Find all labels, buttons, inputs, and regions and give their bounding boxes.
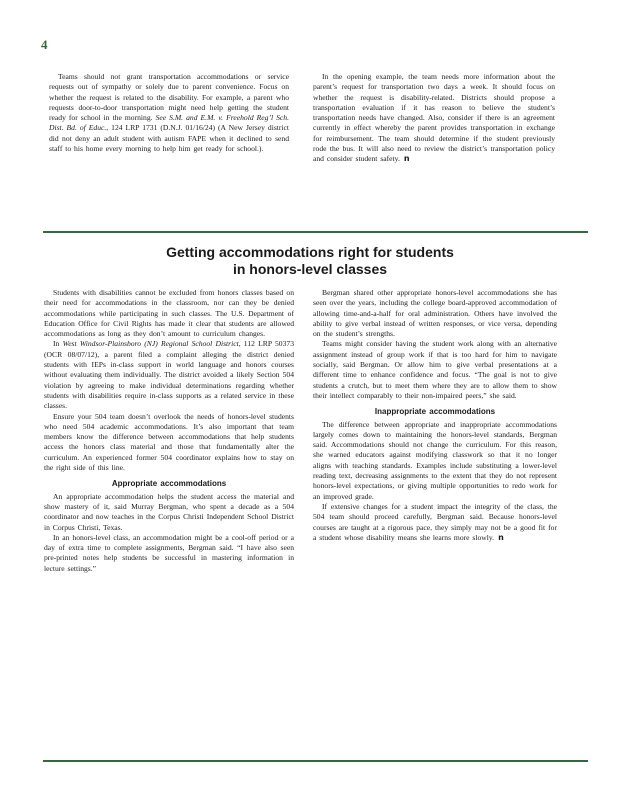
citation-tail: , 124 LRP 1731 (D.N.J. 01/16/24) (A New Jersey district did not deny an adult student with autism FAPE when it declined to send staff to his home every morning to help him get ready for school.).	[49, 123, 289, 154]
paragraph-lead: In	[53, 339, 60, 349]
subheading-appropriate: Appropriate accommodations	[111, 479, 227, 489]
paragraph: Teams might consider having the student work along with an alternative assignment instead of group work if that is too hard for him to navigate socially, said Bergman. Or allow him to give verbal presentations at a different time to enhance confidence and focus. “The goal is not to give students a crutch, but to meet them where they are to allow them to show their intellect comparably to their non-impaired peers,” she said.	[313, 339, 557, 400]
section-divider	[43, 231, 588, 233]
paragraph: Students with disabilities cannot be excluded from honors classes based on their need for accommodations in the classroom, nor can they be denied accommodations while participating in such classes. The U.S. Department of Education Office for Civil Rights has made it clear that students are allowed accommodations as long as they don’t amount to curriculum changes.	[44, 288, 294, 339]
top-right-column	[313, 72, 555, 165]
end-mark: n	[498, 532, 504, 542]
headline-line-2: in honors-level classes	[232, 261, 388, 277]
subheading-inappropriate: Inappropriate accommodations	[374, 407, 496, 417]
case-citation: West Windsor-Plainsboro (NJ) Regional School District	[62, 339, 239, 349]
paragraph: The difference between appropriate and inappropriate accommodations largely comes down to maintaining the honors-level standards, Bergman said. Accommodations should not change the curriculum. For this reason, she warned educators against modifying classwork so that it no longer aligns with teaching standards. Examples include substituting a lower-level reading text, decreasing assignments to the extent that they do not represent honors-level expectations, or giving multiple opportunities to redo work for an improved grade.	[313, 419, 557, 501]
citation-tail: , 112 LRP 50373 (OCR 08/07/12), a parent filed a complaint alleging the district denied students with IEPs in-class support in world language and honors courses without evaluating them individually. The district avoided a likely Section 504 violation by agreeing to make individual determinations regarding whether students with disabilities require in-class supports as a related service in these classes.	[44, 339, 294, 411]
paragraph: Teams should not grant transportation accommodations or service requests out of sympathy or solely due to parent convenience. Focus on whether the request is related to the disability. For example, a parent who requests door-to-door transportation might need help getting the student ready for school in the morning.	[49, 72, 289, 123]
article-headline	[60, 244, 560, 278]
paragraph: Ensure your 504 team doesn’t overlook the needs of honors-level students who need 504 academic accommodations. It’s also important that team members know the difference between accommodations that help students access the honors class material and those that fundamentally alter the curriculum. An experienced former 504 coordinator explains how to stay on the right side of this line.	[44, 411, 294, 473]
case-citation: See S.M. and E.M. v. Freehold Reg’l Sch. Dist. Bd. of Educ.	[49, 113, 289, 133]
paragraph: In an honors-level class, an accommodation might be a cool-off period or a day of extra time to complete assignments, Bergman said. “I have also seen pre-printed notes help students be successful in mastering information in lecture settings.”	[44, 532, 294, 573]
footer-divider	[43, 760, 588, 762]
paragraph: Bergman shared other appropriate honors-level accommodations she has seen over the years, including the college board-approved accommodation of allowing time-and-a-half for oral administration. Others have involved the ability to give verbal instead of written responses, or vice versa, depending on the student’s strengths.	[313, 288, 557, 339]
top-left-column	[49, 72, 289, 154]
end-mark: n	[403, 154, 410, 164]
page-number: 4	[41, 37, 48, 52]
article-left-column	[44, 288, 294, 574]
paragraph: If extensive changes for a student impact the integrity of the class, the 504 team should proceed carefully, Bergman said. Because honors-level courses are taught at a rigorous pace, they simply may not be a good fit for a student whose disability means she learns more slowly.	[313, 501, 557, 542]
paragraph: In the opening example, the team needs more information about the parent’s request for transportation two days a week. It should focus on whether the request is disability-related. Districts should propose a transportation evaluation if it has reason to believe the student’s transportation needs have changed. Also, consider if there is an agreement currently in effect whereby the parent provides transportation in exchange for reimbursement. The team should determine if the student previously rode the bus. It will also need to review the district’s transportation policy and consider student safety.	[313, 72, 555, 164]
paragraph: An appropriate accommodation helps the student access the material and show mastery of it, said Murray Bergman, who spent a decade as a 504 coordinator and now teaches in the Corpus Christi Independent School District in Corpus Christi, Texas.	[44, 491, 294, 532]
headline-line-1: Getting accommodations right for students	[166, 244, 454, 260]
article-right-column	[313, 288, 557, 543]
